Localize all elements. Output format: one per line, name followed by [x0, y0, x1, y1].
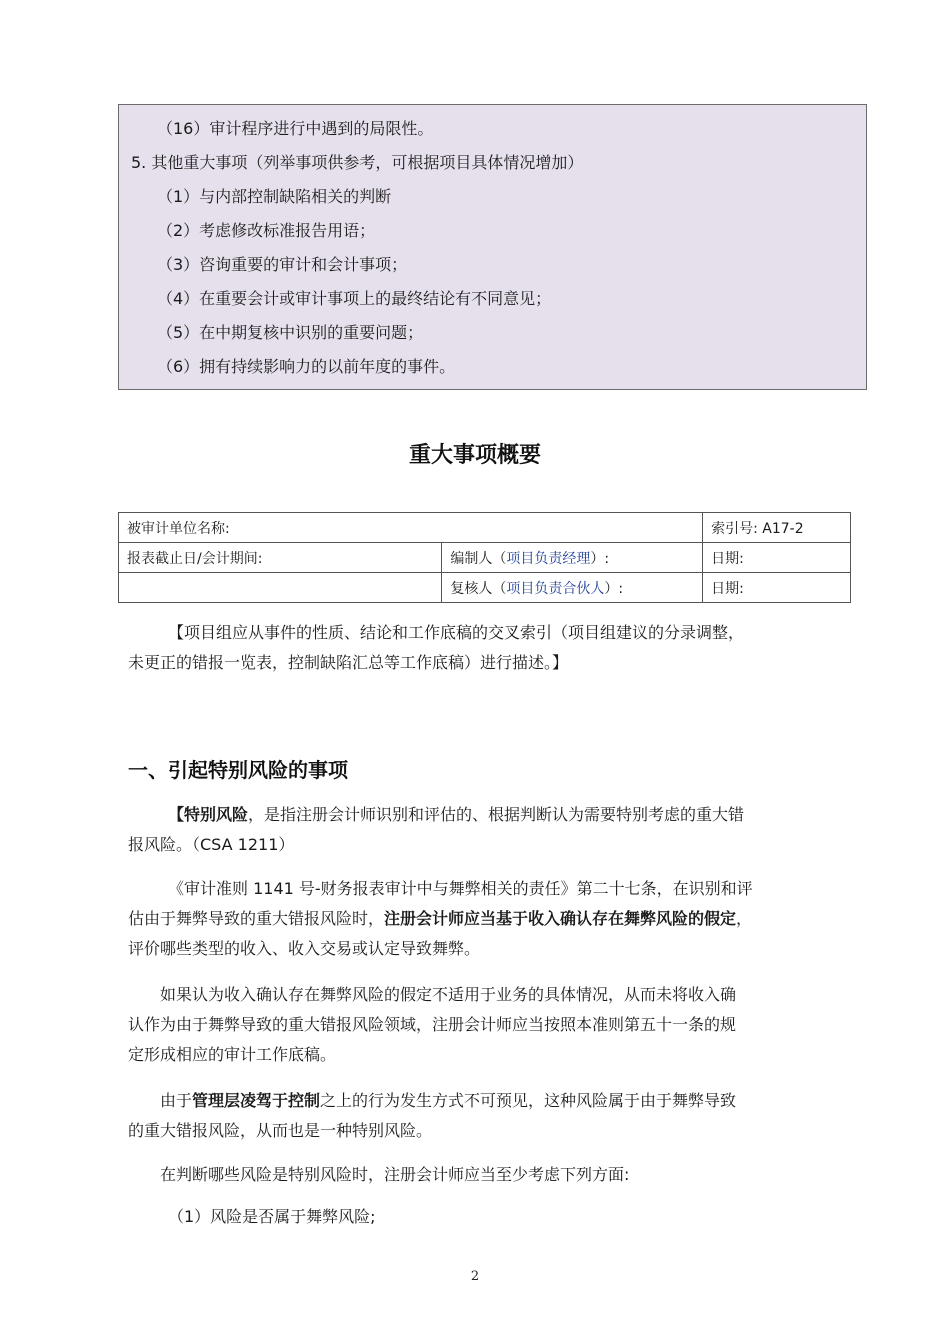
reviewer-label: 复核人（: [450, 580, 507, 597]
box-line-5-heading: 5. 其他重大事项（列举事项供参考，可根据项目具体情况增加）: [131, 153, 584, 172]
info-table: [118, 512, 851, 603]
period-cell: 报表截止日/会计期间:: [119, 543, 442, 573]
definition-line-1: [128, 800, 858, 830]
index-cell: 索引号: A17-2: [703, 513, 851, 543]
preparer-role: 项目负责经理: [506, 550, 591, 567]
definition-text: ，是指注册会计师识别和评估的、根据判断认为需要特别考虑的重大错: [248, 805, 745, 824]
date-cell-2: 日期:: [703, 573, 851, 603]
continued-items-box: [118, 104, 867, 390]
p2-bold-text: 注册会计师应当基于收入确认存在舞弊风险的假定: [384, 909, 737, 928]
box-line-6: （6）拥有持续影响力的以前年度的事件。: [157, 357, 456, 376]
p4-post: 之上的行为发生方式不可预见，这种风险属于由于舞弊导致: [320, 1091, 737, 1110]
empty-cell: [119, 573, 442, 603]
box-line-4: （4）在重要会计或审计事项上的最终结论有不同意见；: [157, 289, 552, 308]
page-title: 重大事项概要: [408, 443, 541, 468]
p2-line-3: 评价哪些类型的收入、收入交易或认定导致舞弊。: [128, 939, 481, 958]
special-risk-term: 特别风险: [184, 805, 249, 824]
section-heading: 一、引起特别风险的事项: [128, 758, 348, 782]
open-bracket: 【: [168, 805, 185, 824]
table-row: [119, 543, 851, 573]
p5-line: 在判断哪些风险是特别风险时，注册会计师应当至少考虑下列方面:: [160, 1165, 630, 1184]
auditee-cell: 被审计单位名称:: [119, 513, 703, 543]
box-line-3: （3）咨询重要的审计和会计事项；: [157, 255, 408, 274]
special-risk-definition: [128, 800, 858, 860]
instruction-line-2: 未更正的错报一览表，控制缺陷汇总等工作底稿）进行描述。】: [128, 653, 569, 672]
table-row: [119, 573, 851, 603]
p6-line: （1）风险是否属于舞弊风险;: [168, 1207, 376, 1226]
p2-line-1: 《审计准则 1141 号-财务报表审计中与舞弊相关的责任》第二十七条，在识别和评: [168, 879, 753, 898]
box-line-5: （5）在中期复核中识别的重要问题；: [157, 323, 424, 342]
preparer-end: ）:: [590, 550, 610, 567]
reviewer-cell: [442, 573, 703, 603]
box-line-2: （2）考虑修改标准报告用语；: [157, 221, 376, 240]
p4-bold-text: 管理层凌驾于控制: [192, 1091, 321, 1110]
page-number: 2: [470, 1269, 480, 1284]
p4-line-1: [128, 1086, 858, 1116]
reviewer-role: 项目负责合伙人: [506, 580, 605, 597]
consideration-item-1: [128, 1202, 858, 1232]
preparer-label: 编制人（: [450, 550, 507, 567]
management-override-paragraph: [128, 1086, 858, 1146]
p4-pre: 由于: [160, 1091, 193, 1110]
date-cell-1: 日期:: [703, 543, 851, 573]
p3-line-3: 定形成相应的审计工作底稿。: [128, 1045, 337, 1064]
instruction-line-1: 【项目组应从事件的性质、结论和工作底稿的交叉索引（项目组建议的分录调整，: [168, 623, 745, 642]
p4-line-2: 的重大错报风险，从而也是一种特别风险。: [128, 1121, 433, 1140]
table-row: [119, 513, 851, 543]
definition-line-2: 报风险。（CSA 1211）: [128, 835, 295, 854]
p3-line-2: 认作为由于舞弊导致的重大错报风险领域，注册会计师应当按照本准则第五十一条的规: [128, 1015, 737, 1034]
box-line-16: （16）审计程序进行中遇到的局限性。: [157, 119, 434, 138]
p2-line-2: [128, 904, 858, 934]
preparer-cell: [442, 543, 703, 573]
p2-text-a: 估由于舞弊导致的重大错报风险时，: [128, 909, 385, 928]
p2-text-b: ，: [736, 909, 753, 928]
p3-line-1: 如果认为收入确认存在舞弊风险的假定不适用于业务的具体情况，从而未将收入确: [160, 985, 737, 1004]
consideration-paragraph: [128, 1160, 858, 1190]
instruction-note: [128, 618, 858, 678]
reviewer-end: ）:: [604, 580, 624, 597]
box-line-1: （1）与内部控制缺陷相关的判断: [157, 187, 392, 206]
revenue-presumption-paragraph: [128, 980, 858, 1070]
standard-1141-paragraph: [128, 874, 858, 964]
